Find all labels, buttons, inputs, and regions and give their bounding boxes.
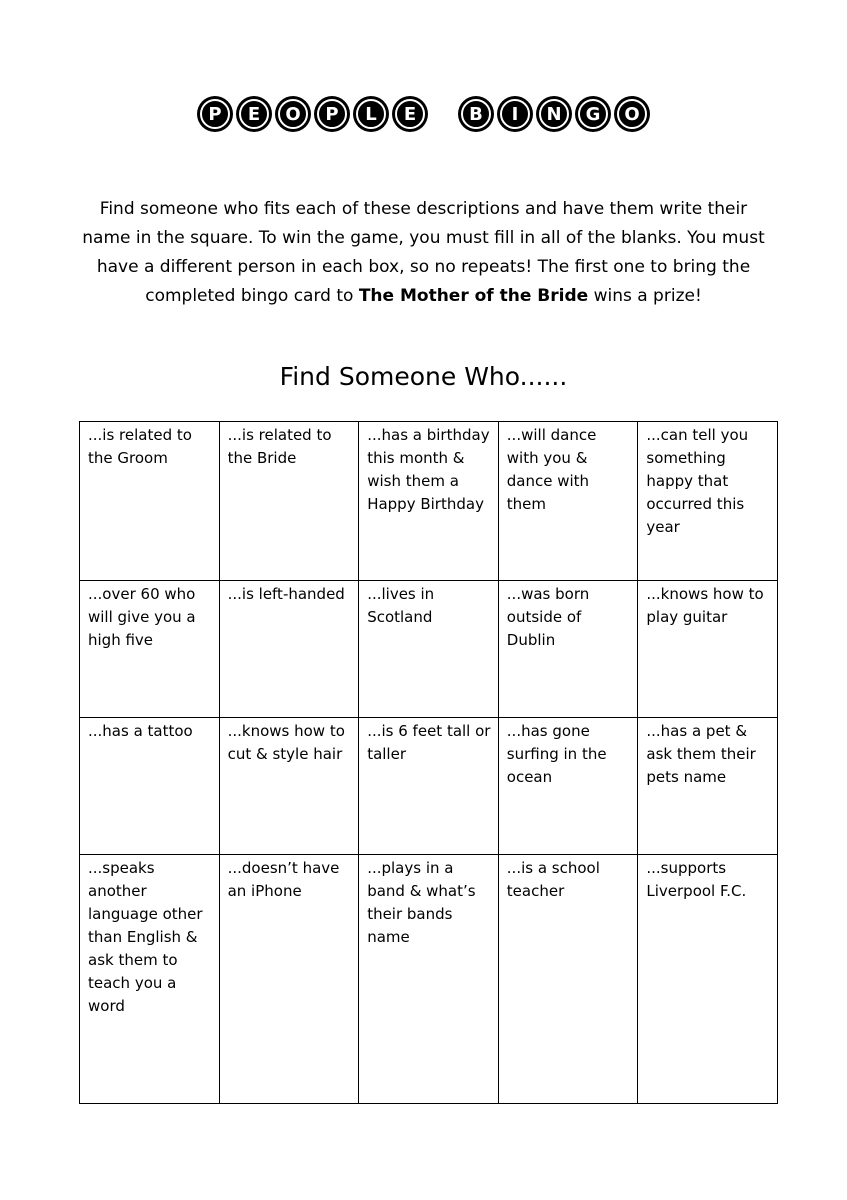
bingo-square: ...has a birthday this month & wish them a Happy Birthday bbox=[359, 422, 499, 581]
title-letter-badge: I bbox=[497, 96, 533, 132]
title-letter-badge: P bbox=[314, 96, 350, 132]
bingo-square: ...is left-handed bbox=[219, 581, 359, 718]
bingo-square: ...is related to the Groom bbox=[80, 422, 220, 581]
title-word-people bbox=[197, 96, 428, 132]
title-letter-badge: P bbox=[197, 96, 233, 132]
bingo-square: ...was born outside of Dublin bbox=[498, 581, 638, 718]
bingo-grid bbox=[79, 421, 778, 1104]
bingo-square: ...knows how to play guitar bbox=[638, 581, 778, 718]
instructions-paragraph bbox=[80, 195, 767, 311]
bingo-square: ...doesn’t have an iPhone bbox=[219, 855, 359, 1104]
title-letter-badge: E bbox=[392, 96, 428, 132]
title-word-bingo bbox=[458, 96, 650, 132]
bingo-square: ...lives in Scotland bbox=[359, 581, 499, 718]
grid-row bbox=[80, 718, 778, 855]
grid-row bbox=[80, 422, 778, 581]
bingo-square: ...can tell you something happy that occurred this year bbox=[638, 422, 778, 581]
title-letter-badge: O bbox=[275, 96, 311, 132]
bingo-square: ...is a school teacher bbox=[498, 855, 638, 1104]
title-letter-badge: N bbox=[536, 96, 572, 132]
bingo-square: ...speaks another language other than English & ask them to teach you a word bbox=[80, 855, 220, 1104]
title-letter-badge: E bbox=[236, 96, 272, 132]
bingo-square: ...is related to the Bride bbox=[219, 422, 359, 581]
bingo-square: ...plays in a band & what’s their bands name bbox=[359, 855, 499, 1104]
bingo-square: ...has a pet & ask them their pets name bbox=[638, 718, 778, 855]
bingo-square: ...over 60 who will give you a high five bbox=[80, 581, 220, 718]
grid-row bbox=[80, 855, 778, 1104]
bingo-square: ...will dance with you & dance with them bbox=[498, 422, 638, 581]
bingo-square: ...is 6 feet tall or taller bbox=[359, 718, 499, 855]
instructions-text: Find someone who fits each of these descriptions and have them write their name in the square. To win the game, you must fill in all of the blanks. You must have a different person in each box, so no repeats! The first one to bring the completed bingo card to bbox=[82, 199, 765, 306]
page-title bbox=[0, 96, 847, 132]
title-letter-badge: L bbox=[353, 96, 389, 132]
title-letter-badge: O bbox=[614, 96, 650, 132]
instructions-text-end: wins a prize! bbox=[588, 286, 702, 306]
prize-recipient: The Mother of the Bride bbox=[358, 286, 589, 306]
grid-row bbox=[80, 581, 778, 718]
bingo-square: ...has a tattoo bbox=[80, 718, 220, 855]
title-letter-badge: G bbox=[575, 96, 611, 132]
title-letter-badge: B bbox=[458, 96, 494, 132]
bingo-square: ...knows how to cut & style hair bbox=[219, 718, 359, 855]
bingo-square: ...supports Liverpool F.C. bbox=[638, 855, 778, 1104]
grid-heading: Find Someone Who...... bbox=[279, 362, 568, 391]
bingo-square: ...has gone surfing in the ocean bbox=[498, 718, 638, 855]
